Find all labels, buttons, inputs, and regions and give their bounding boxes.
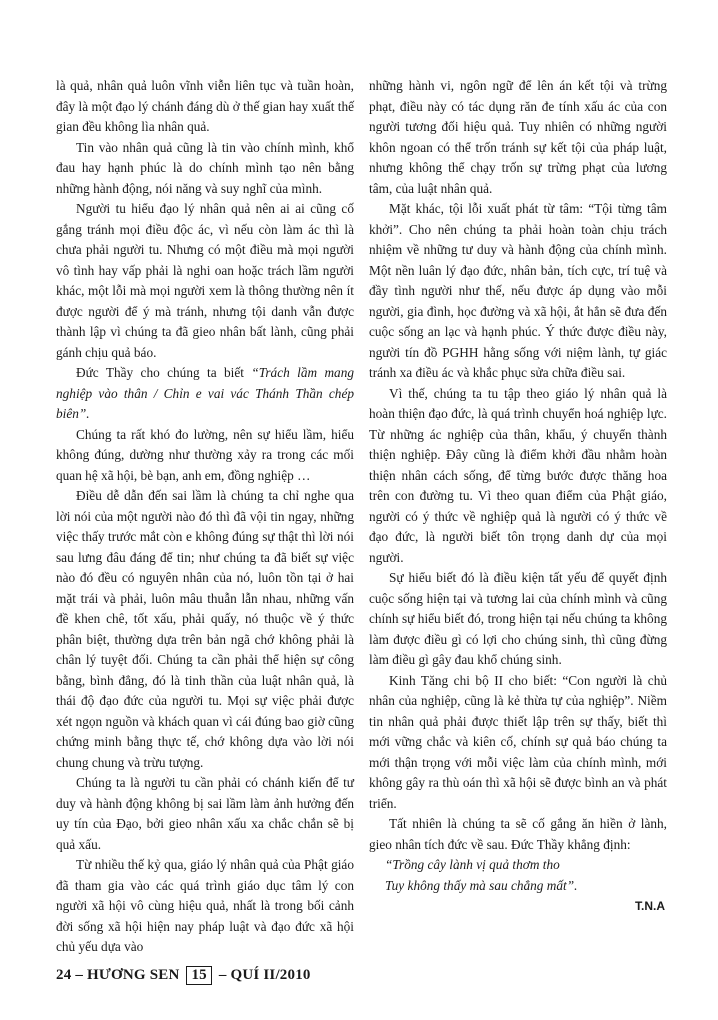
paragraph: Điều dễ dẫn đến sai lầm là chúng ta chỉ nghe qua lời nói của một người nào đó thì đã vội tin ngay, những việc thấy trước mắt còn e không đúng sự thật thì lời nói sau lưng đâu đáng để tin; như chúng ta đã biết sự việc nào đó đều có nguyên nhân của nó, luôn tồn tại ở hai mặt trái và phải, luôn mâu thuẫn lẫn nhau, những vấn đề khen chê, tốt xấu, phải quấy, nó thuộc về ý thức phân biệt, thường dựa trên bản ngã chớ không phải là chân lý tuyệt đối. Chúng ta cần phải thể hiện sự công bằng, bình đẳng, đó là tinh thần của luật nhân quả, là thái độ đạo đức của người tu. Mọi sự việc phải được xét ngọn nguồn và khách quan vì cái đúng bao giờ cũng chứng minh bằng thực tế, chớ không dựa vào lời nói chung chung và trừu tượng. — [56, 488, 354, 770]
paragraph: Chúng ta là người tu cần phải có chánh kiến để tư duy và hành động không bị sai lầm làm ảnh hưởng đến uy tín của Đạo, bởi gieo nhân xấu xa chắc chắn sẽ bị quả xấu. — [56, 775, 354, 852]
quoted-verse: “Trách lầm mang nghiệp vào thân / Chỉn e vai vác Thánh Thần chép biên”. — [56, 365, 354, 421]
paragraph: Mặt khác, tội lỗi xuất phát từ tâm: “Tội từng tâm khởi”. Cho nên chúng ta phải hoàn toàn chịu trách nhiệm về những tư duy và hành động của chính mình. Một nền luân lý đạo đức, nhân bản, tích cực, trí tuệ và đầy tình người như thế, nếu được áp dụng vào mỗi người, gia đình, học đường và xã hội, ắt hẳn sẽ đưa đến cuộc sống an lạc và hạnh phúc. Ý thức được điều này, người tín đồ PGHH hằng sống với niệm lành, tự giác tránh xa điều ác và khắc phục sửa chữa điều sai. — [369, 201, 667, 380]
paragraph: Từ nhiều thế kỷ qua, giáo lý nhân quả của Phật giáo đã tham gia vào các quá trình giáo dục tâm lý con người xã hội vô cùng hiệu quả, nhất là trong bối cảnh đời sống xã hội hiện nay pháp luật và đạo đức xã hội chủ yếu dựa vào — [56, 857, 354, 954]
left-column — [56, 76, 354, 958]
paragraph: Tất nhiên là chúng ta sẽ cố gắng ăn hiền ở lành, gieo nhân tích đức về sau. Đức Thầy khẳng định: — [369, 816, 667, 852]
verse-line: “Trồng cây lành vị quả thơm tho — [385, 857, 560, 872]
verse-line: Tuy không thấy mà sau chẳng mất”. — [385, 877, 578, 893]
right-column — [369, 76, 667, 917]
paragraph: Kinh Tăng chi bộ II cho biết: “Con người là chủ nhân của nghiệp, cũng là kẻ thừa tự của nghiệp”. Niềm tin nhân quả phải được thiết lập trên sự thấy, biết thì mới vững chắc và kiên cố, chính sự quả báo chúng ta mới thận trọng với mỗi việc làm của chính mình, mới không gây ra thù oán thì xã hội sẽ được bình an và phát triển. — [369, 672, 667, 811]
paragraph: Tin vào nhân quả cũng là tin vào chính mình, khổ đau hay hạnh phúc là do chính mình tạo nên bằng những hành động, nói năng và suy nghĩ của mình. — [56, 139, 354, 196]
author-signature: T.N.A — [635, 899, 665, 913]
footer-page-label: 24 – HƯƠNG SEN — [56, 967, 180, 983]
footer-quarter-label: – QUÍ II/2010 — [218, 967, 311, 983]
paragraph: Người tu hiểu đạo lý nhân quả nên ai ai cũng cố gắng tránh mọi điều độc ác, vì nếu còn làm ác thì là chưa phải người tu. Nhưng có một điều mà mọi người vô tình hay vấp phải là nghi oan hoặc trách lầm người khác, một lỗi mà mọi người xem là thông thường nên ít được người để ý mà tránh, nhưng tội danh vẫn được thành lập vì chúng ta đã gieo nhân bất lành, cũng phải gánh chịu quả báo. — [56, 201, 354, 360]
paragraph: những hành vi, ngôn ngữ để lên án kết tội và trừng phạt, điều này có tác dụng răn đe tính xấu ác của con người tương đối hiệu quả. Tuy nhiên có những người khôn ngoan có thể trốn tránh sự kết tội của pháp luật, nhưng không thể chạy trốn sự trừng phạt của lương tâm, của luật nhân quả. — [369, 78, 667, 196]
issue-number-badge: 15 — [186, 966, 211, 985]
paragraph — [56, 363, 354, 425]
page-footer — [56, 966, 311, 985]
paragraph: Chúng ta rất khó đo lường, nên sự hiểu lầm, hiểu không đúng, dường như thường xảy ra trong các mối quan hệ xã hội, bè bạn, anh em, đồng nghiệp … — [56, 426, 354, 483]
paragraph-lead: Đức Thầy cho chúng ta biết — [76, 365, 252, 380]
paragraph: Vì thế, chúng ta tu tập theo giáo lý nhân quả là hoàn thiện đạo đức, là quá trình chuyển hoá nghiệp lực. Từ những ác nghiệp của thân, khẩu, ý chuyển thành thiện nghiệp. Đây cũng là điểm khởi đầu nhằm hoàn thiện nhân cách sống, để từng bước được thăng hoa trên con đường tu. Vì theo quan điểm của Phật giáo, người có ý thức về nghiệp quả là người có ý thức về đạo đức, là người biết tôn trọng danh dự của mọi người. — [369, 385, 667, 565]
paragraph: là quả, nhân quả luôn vĩnh viễn liên tục và tuần hoàn, đây là một đạo lý chánh đáng dù ở thế gian hay xuất thế gian đều không lìa nhân quả. — [56, 78, 354, 134]
paragraph: Sự hiểu biết đó là điều kiện tất yếu để quyết định cuộc sống hiện tại và tương lai của chính mình và cũng chính sự hiểu biết đó, trong hiện tại nếu chúng ta không làm được điều gì có lợi cho chúng sinh, thì cũng đừng làm điều gì gây đau khổ chúng sinh. — [369, 570, 667, 667]
